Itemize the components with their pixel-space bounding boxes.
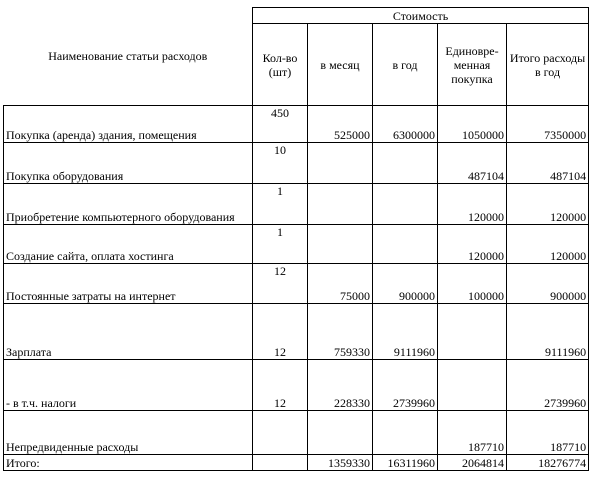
year-column-header: в год xyxy=(373,24,438,106)
qty-column-header: Кол-во (шт) xyxy=(253,24,308,106)
total-year: 16311960 xyxy=(373,455,438,471)
row-month: 228330 xyxy=(308,360,373,411)
row-qty: 12 xyxy=(253,360,308,411)
row-onetime xyxy=(438,360,507,411)
row-name: Покупка (аренда) здания, помещения xyxy=(4,106,253,143)
row-total: 7350000 xyxy=(507,106,589,143)
row-qty: 12 xyxy=(253,304,308,360)
row-year: 2739960 xyxy=(373,360,438,411)
total-qty xyxy=(253,455,308,471)
row-onetime: 187710 xyxy=(438,411,507,455)
row-year xyxy=(373,184,438,225)
row-onetime: 487104 xyxy=(438,143,507,184)
row-month xyxy=(308,143,373,184)
table-row xyxy=(4,411,589,455)
table-row xyxy=(4,106,589,143)
cost-group-header: Стоимость xyxy=(253,8,589,24)
row-qty: 450 xyxy=(253,106,308,143)
name-column-header: Наименование статьи расходов xyxy=(48,49,208,64)
table-row xyxy=(4,225,589,264)
row-year xyxy=(373,225,438,264)
row-onetime: 120000 xyxy=(438,225,507,264)
row-month: 75000 xyxy=(308,264,373,304)
row-total: 9111960 xyxy=(507,304,589,360)
row-onetime: 100000 xyxy=(438,264,507,304)
row-month xyxy=(308,184,373,225)
total-total: 18276774 xyxy=(507,455,589,471)
row-month xyxy=(308,411,373,455)
row-onetime: 1050000 xyxy=(438,106,507,143)
row-year: 6300000 xyxy=(373,106,438,143)
row-qty: 1 xyxy=(253,225,308,264)
row-qty: 10 xyxy=(253,143,308,184)
total-month: 1359330 xyxy=(308,455,373,471)
row-qty: 12 xyxy=(253,264,308,304)
total-row xyxy=(4,455,589,471)
row-name: Приобретение компьютерного оборудования xyxy=(4,184,253,225)
table-row xyxy=(4,264,589,304)
month-column-header: в месяц xyxy=(308,24,373,106)
row-year: 900000 xyxy=(373,264,438,304)
row-total: 120000 xyxy=(507,184,589,225)
row-year xyxy=(373,411,438,455)
table-row xyxy=(4,304,589,360)
table-row xyxy=(4,184,589,225)
onetime-column-header: Единовре-менная покупка xyxy=(438,24,507,106)
row-qty: 1 xyxy=(253,184,308,225)
row-total: 900000 xyxy=(507,264,589,304)
row-month: 759330 xyxy=(308,304,373,360)
row-onetime xyxy=(438,304,507,360)
row-name: Создание сайта, оплата хостинга xyxy=(4,225,253,264)
row-qty xyxy=(253,411,308,455)
row-month: 525000 xyxy=(308,106,373,143)
name-column-header-cell xyxy=(4,8,253,106)
table-row xyxy=(4,360,589,411)
row-total: 487104 xyxy=(507,143,589,184)
total-onetime: 2064814 xyxy=(438,455,507,471)
row-name: Покупка оборудования xyxy=(4,143,253,184)
row-total: 120000 xyxy=(507,225,589,264)
row-total: 187710 xyxy=(507,411,589,455)
row-month xyxy=(308,225,373,264)
header-group-row xyxy=(4,8,589,24)
row-onetime: 120000 xyxy=(438,184,507,225)
row-name: Постоянные затраты на интернет xyxy=(4,264,253,304)
row-name: Зарплата xyxy=(4,304,253,360)
cost-table xyxy=(3,7,589,471)
total-column-header: Итого расходы в год xyxy=(507,24,589,106)
row-total: 2739960 xyxy=(507,360,589,411)
row-name: Непредвиденные расходы xyxy=(4,411,253,455)
row-year: 9111960 xyxy=(373,304,438,360)
total-label: Итого: xyxy=(4,455,253,471)
table-row xyxy=(4,143,589,184)
row-name: - в т.ч. налоги xyxy=(4,360,253,411)
row-year xyxy=(373,143,438,184)
